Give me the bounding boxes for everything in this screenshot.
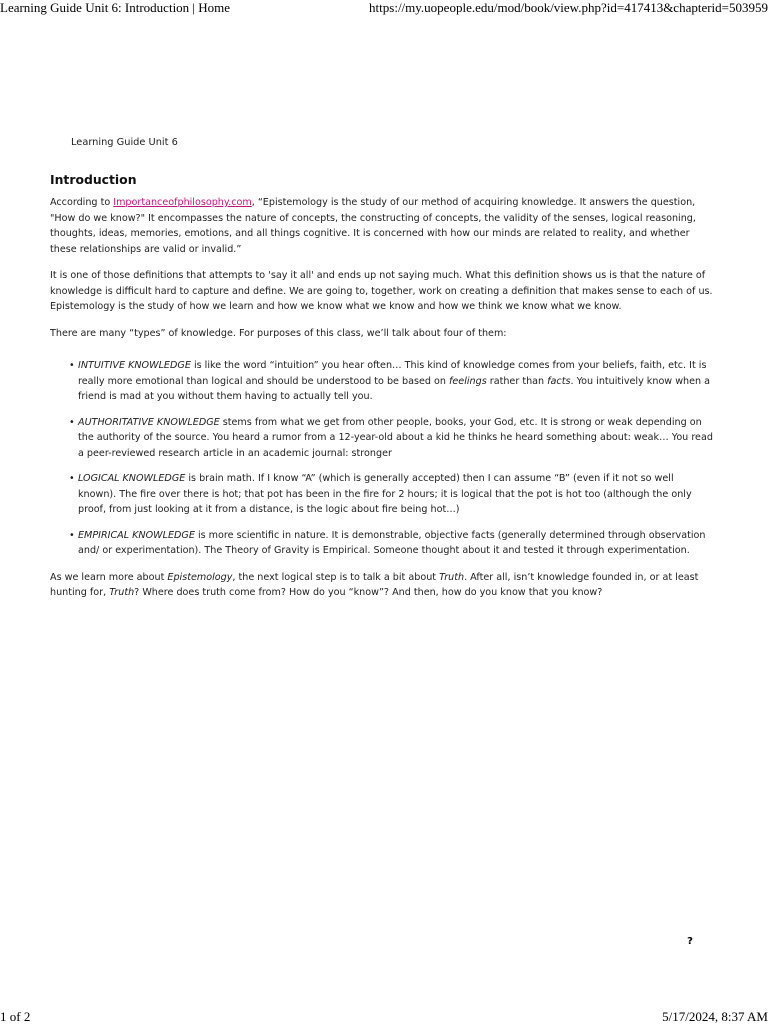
paragraph-emphasis: Truth (109, 587, 135, 598)
term: AUTHORITATIVE KNOWLEDGE (78, 416, 220, 428)
print-page-url: https://my.uopeople.edu/mod/book/view.php?id=417413&chapterid=503959 (369, 0, 768, 15)
item-text: stems from what we get from other people, books, your God, etc. It is strong or weak depending on the authority of the source. You heard a rumor from a 12-year-old about a kid he thinks he heard something about: weak… You read a peer-reviewed research article in an academic journal: stronger (78, 416, 713, 459)
item-text: rather than (486, 375, 548, 387)
paragraph-emphasis: Epistemology (167, 571, 233, 583)
importanceofphilosophy-link[interactable]: Importanceofphilosophy.com (113, 197, 252, 208)
breadcrumb[interactable]: Learning Guide Unit 6 (71, 137, 178, 148)
item-text: is more scientific in nature. It is demonstrable, objective facts (generally determined through observation and/ or experimentation). The Theory of Gravity is Empirical. Someone thought about it and tested it through experimentation. (78, 529, 706, 556)
item-text: . You intuitively know when a friend is mad at you without them having to actually tell you. (78, 375, 711, 402)
list-item-authoritative (70, 415, 714, 462)
book-chapter-content (50, 130, 714, 612)
list-item-empirical (70, 528, 714, 559)
paragraph-text: According to (50, 197, 114, 208)
list-item-logical (70, 471, 714, 518)
print-header (0, 0, 768, 18)
paragraph-definition (50, 195, 714, 257)
paragraph-types-intro: There are many “types” of knowledge. For purposes of this class, we’ll talk about four of them: (50, 327, 507, 339)
print-footer (0, 1009, 768, 1025)
knowledge-types-list (50, 352, 714, 559)
list-item-intuitive (70, 358, 714, 405)
term: INTUITIVE KNOWLEDGE (78, 360, 191, 371)
paragraph-truth (50, 570, 714, 601)
paragraph-text: , the next logical step is to talk a bit about (232, 571, 440, 583)
paragraph-text: . After all, isn’t knowledge founded in, or at least hunting for, (50, 571, 699, 598)
item-emphasis: facts (547, 375, 571, 387)
paragraph-emphasis: Truth (439, 571, 465, 583)
print-page-title: Learning Guide Unit 6: Introduction | Home (0, 0, 231, 15)
paragraph-text: , “Epistemology is the study of our method of acquiring knowledge. It answers the question, "How do we know?" It encompasses the nature of concepts, the constructing of concepts, the validity of the senses, logical reasoning, thoughts, ideas, memories, emotions, and all things cognitive. It is concerned with how our minds are related to reality, and whether these relationships are valid or invalid.” (50, 197, 696, 255)
page-title: Introduction (50, 172, 137, 187)
item-text: is brain math. If I know “A” (which is generally accepted) then I can assume “B” (even if it not so well known). The fire over there is hot; that pot has been in the fire for 2 hours; it is logical that the pot is hot too (although the only proof, from just looking at it from a distance, is the logic about fire being hot…) (78, 473, 692, 515)
term: LOGICAL KNOWLEDGE (78, 473, 186, 484)
paragraph-text: ? Where does truth come from? How do you “know”? And then, how do you know that you know? (134, 587, 603, 598)
paragraph-commentary: It is one of those definitions that attempts to 'say it all' and ends up not saying much. What this definition shows us is that the nature of knowledge is difficult hard to capture and define. We are going to, together, work on creating a definition that makes sense to each of us. Epistemology is the study of how we learn and how we know what we know and how we think we know what we know. (50, 270, 713, 312)
help-button[interactable]: ? (687, 936, 693, 947)
print-datetime: 5/17/2024, 8:37 AM (662, 1009, 768, 1024)
page-count: 1 of 2 (0, 1009, 31, 1024)
item-emphasis: feelings (449, 375, 487, 387)
term: EMPIRICAL KNOWLEDGE (78, 529, 195, 541)
paragraph-text: As we learn more about (50, 571, 168, 583)
item-text: is like the word “intuition” you hear often… This kind of knowledge comes from your beliefs, faith, etc. It is really more emotional than logical and should be understood to be based on (78, 360, 707, 387)
